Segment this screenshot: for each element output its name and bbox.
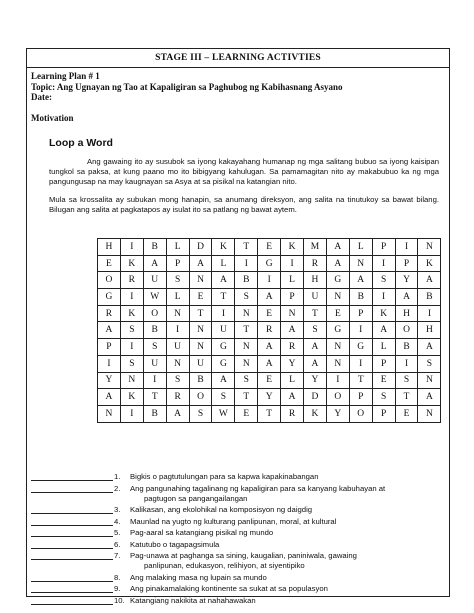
grid-cell[interactable]: K (304, 405, 327, 422)
grid-row (98, 339, 441, 356)
grid-cell[interactable]: N (326, 355, 349, 372)
grid-cell[interactable]: K (372, 305, 395, 322)
grid-cell[interactable]: N (235, 355, 258, 372)
grid-cell[interactable]: K (120, 255, 143, 272)
grid-cell[interactable]: U (143, 355, 166, 372)
grid-cell[interactable]: N (166, 355, 189, 372)
question-number: 6. (114, 539, 121, 549)
grid-cell[interactable]: K (418, 255, 441, 272)
grid-cell[interactable]: S (304, 322, 327, 339)
grid-cell[interactable]: A (349, 272, 372, 289)
grid-cell[interactable]: P (372, 405, 395, 422)
grid-cell[interactable]: I (418, 305, 441, 322)
question-text: Bigkis o pagtutulungan para sa kapwa kapakinabangan (130, 472, 319, 481)
grid-cell[interactable]: L (212, 255, 235, 272)
grid-cell[interactable]: I (120, 239, 143, 256)
grid-row (98, 389, 441, 406)
question-text: Pag-aaral sa katangiang pisikal ng mundo (130, 528, 274, 538)
question-text-continued: panlipunan, edukasyon, relihiyon, at siyentipiko (144, 561, 305, 571)
grid-cell[interactable]: M (304, 239, 327, 256)
grid-cell[interactable]: D (189, 239, 212, 256)
question-item (31, 517, 449, 527)
grid-cell[interactable]: N (418, 239, 441, 256)
grid-cell[interactable]: T (235, 239, 258, 256)
question-text: Kalikasan, ang ekolohikal na komposisyon ng daigdig (130, 505, 313, 515)
grid-cell[interactable]: A (258, 355, 281, 372)
grid-cell[interactable]: S (372, 272, 395, 289)
grid-cell[interactable]: S (166, 372, 189, 389)
question-number: 8. (114, 572, 121, 582)
grid-cell[interactable]: R (98, 305, 121, 322)
answer-blank[interactable] (31, 551, 113, 560)
grid-cell[interactable]: U (304, 289, 327, 306)
grid-row (98, 272, 441, 289)
grid-cell[interactable]: K (120, 389, 143, 406)
grid-cell[interactable]: P (166, 255, 189, 272)
question-number: 2. (114, 483, 121, 493)
grid-cell[interactable]: E (395, 405, 418, 422)
grid-cell[interactable]: Y (281, 355, 304, 372)
grid-cell[interactable]: S (166, 272, 189, 289)
grid-cell[interactable]: G (98, 289, 121, 306)
grid-cell[interactable]: N (349, 255, 372, 272)
grid-cell[interactable]: A (281, 322, 304, 339)
question-text: Ang pinakamalaking kontinente sa sukat at sa populasyon (130, 584, 328, 594)
grid-cell[interactable]: B (395, 339, 418, 356)
date-label: Date: (31, 92, 52, 102)
grid-cell[interactable]: N (281, 305, 304, 322)
grid-cell[interactable]: N (418, 405, 441, 422)
grid-cell[interactable]: I (235, 255, 258, 272)
grid-cell[interactable]: E (98, 255, 121, 272)
grid-cell[interactable]: O (189, 389, 212, 406)
grid-cell[interactable]: Y (395, 272, 418, 289)
question-text: Ang malaking masa ng lupain sa mundo (130, 572, 267, 582)
grid-cell[interactable]: N (166, 305, 189, 322)
question-item (31, 472, 449, 482)
grid-cell[interactable]: S (418, 355, 441, 372)
grid-cell[interactable]: I (143, 372, 166, 389)
grid-cell[interactable]: R (304, 255, 327, 272)
grid-cell[interactable]: A (258, 339, 281, 356)
grid-cell[interactable]: O (143, 305, 166, 322)
question-item (31, 484, 449, 504)
grid-cell[interactable]: L (166, 289, 189, 306)
grid-cell[interactable]: I (212, 305, 235, 322)
grid-cell[interactable]: S (235, 372, 258, 389)
grid-cell[interactable]: G (258, 255, 281, 272)
question-text-wrap (130, 528, 449, 538)
grid-cell[interactable]: A (98, 322, 121, 339)
grid-cell[interactable]: P (372, 355, 395, 372)
grid-cell[interactable]: H (304, 272, 327, 289)
grid-cell[interactable]: P (98, 339, 121, 356)
grid-cell[interactable]: R (281, 405, 304, 422)
grid-cell[interactable]: A (166, 405, 189, 422)
grid-cell[interactable]: P (281, 289, 304, 306)
answer-blank[interactable] (31, 528, 113, 537)
answer-blank[interactable] (31, 517, 113, 526)
question-number: 9. (114, 584, 121, 594)
grid-cell[interactable]: A (418, 339, 441, 356)
grid-cell[interactable]: I (120, 339, 143, 356)
question-text-wrap (130, 540, 449, 550)
grid-cell[interactable]: Y (326, 405, 349, 422)
grid-cell[interactable]: E (372, 372, 395, 389)
question-text-wrap (130, 484, 449, 504)
grid-cell[interactable]: G (326, 272, 349, 289)
grid-cell[interactable]: O (326, 389, 349, 406)
grid-cell[interactable]: R (281, 339, 304, 356)
grid-cell[interactable]: I (258, 272, 281, 289)
grid-row (98, 405, 441, 422)
grid-cell[interactable]: T (258, 405, 281, 422)
grid-cell[interactable]: I (120, 289, 143, 306)
grid-cell[interactable]: A (189, 255, 212, 272)
grid-cell[interactable]: T (349, 372, 372, 389)
question-text: Maunlad na yugto ng kulturang panlipunan, moral, at kultural (130, 516, 337, 526)
grid-cell[interactable]: D (304, 389, 327, 406)
grid-cell[interactable]: N (189, 272, 212, 289)
question-text-wrap (130, 505, 449, 515)
grid-cell[interactable]: A (258, 289, 281, 306)
grid-cell[interactable]: I (98, 355, 121, 372)
grid-cell[interactable]: E (235, 405, 258, 422)
grid-cell[interactable]: E (258, 305, 281, 322)
grid-cell[interactable]: T (212, 289, 235, 306)
grid-cell[interactable]: E (189, 289, 212, 306)
grid-cell[interactable]: O (98, 272, 121, 289)
grid-cell[interactable]: K (120, 305, 143, 322)
grid-cell[interactable]: B (189, 372, 212, 389)
answer-blank[interactable] (31, 584, 113, 593)
grid-cell[interactable]: A (372, 322, 395, 339)
grid-cell[interactable]: R (258, 322, 281, 339)
grid-row (98, 305, 441, 322)
question-text-wrap (130, 472, 449, 482)
grid-cell[interactable]: S (189, 405, 212, 422)
grid-cell[interactable]: I (120, 405, 143, 422)
grid-cell[interactable]: Y (98, 372, 121, 389)
grid-cell[interactable]: U (212, 322, 235, 339)
question-text-wrap (130, 551, 449, 571)
grid-cell[interactable]: O (349, 405, 372, 422)
grid-cell[interactable]: W (143, 289, 166, 306)
question-text-wrap (130, 596, 449, 606)
grid-cell[interactable]: I (349, 322, 372, 339)
instruction-paragraph-1: Ang gawaing ito ay susubok sa iyong kakayahang humanap ng mga salitang bubuo sa iyong kaisipan tungkol sa paksa, at kung paano mo ito bibigyang kahulugan. Sa pamamagitan nito ay makabubuo ka ng mga pangungusap na may kaugnayan sa Asya at sa pisikal na katangian nito. (49, 156, 439, 186)
grid-cell[interactable]: T (189, 305, 212, 322)
grid-cell[interactable]: I (372, 255, 395, 272)
grid-cell[interactable]: L (372, 339, 395, 356)
grid-cell[interactable]: A (418, 389, 441, 406)
content-box (26, 68, 450, 605)
question-text-wrap (130, 517, 449, 527)
grid-cell[interactable]: S (212, 389, 235, 406)
grid-cell[interactable]: U (143, 272, 166, 289)
grid-cell[interactable]: A (143, 255, 166, 272)
question-number: 7. (114, 551, 121, 561)
motivation-heading: Motivation (31, 112, 74, 123)
grid-cell[interactable]: L (349, 239, 372, 256)
grid-cell[interactable]: L (281, 372, 304, 389)
grid-cell[interactable]: E (258, 239, 281, 256)
question-number: 10. (114, 595, 125, 605)
question-item (31, 528, 449, 538)
answer-blank[interactable] (31, 540, 113, 549)
question-list (31, 472, 449, 607)
answer-blank[interactable] (31, 472, 113, 481)
learning-plan: Learning Plan # 1 (31, 71, 100, 81)
grid-row (98, 255, 441, 272)
grid-cell[interactable]: B (143, 322, 166, 339)
grid-cell[interactable]: U (189, 355, 212, 372)
answer-blank[interactable] (31, 505, 113, 514)
grid-cell[interactable]: K (212, 239, 235, 256)
grid-cell[interactable]: Y (304, 372, 327, 389)
grid-cell[interactable]: H (418, 322, 441, 339)
grid-cell[interactable]: N (189, 339, 212, 356)
grid-cell[interactable]: S (395, 372, 418, 389)
grid-cell[interactable]: W (212, 405, 235, 422)
grid-row (98, 289, 441, 306)
grid-cell[interactable]: T (304, 305, 327, 322)
grid-cell[interactable]: Y (258, 389, 281, 406)
grid-cell[interactable]: I (372, 289, 395, 306)
grid-cell[interactable]: I (326, 372, 349, 389)
question-item (31, 551, 449, 571)
grid-row (98, 372, 441, 389)
question-item (31, 573, 449, 583)
grid-cell[interactable]: A (212, 372, 235, 389)
grid-cell[interactable]: G (326, 322, 349, 339)
question-number: 5. (114, 528, 121, 538)
grid-cell[interactable]: B (143, 405, 166, 422)
grid-cell[interactable]: T (235, 389, 258, 406)
grid-cell[interactable]: T (395, 389, 418, 406)
grid-cell[interactable]: G (212, 355, 235, 372)
question-number: 4. (114, 516, 121, 526)
grid-cell[interactable]: T (235, 322, 258, 339)
grid-cell[interactable]: I (166, 322, 189, 339)
grid-cell[interactable]: N (235, 339, 258, 356)
grid-cell[interactable]: S (120, 322, 143, 339)
grid-cell[interactable]: N (235, 305, 258, 322)
grid-cell[interactable]: H (395, 305, 418, 322)
grid-cell[interactable]: B (349, 289, 372, 306)
grid-cell[interactable]: R (120, 272, 143, 289)
grid-row (98, 239, 441, 256)
grid-cell[interactable]: B (143, 239, 166, 256)
answer-blank[interactable] (31, 484, 113, 493)
grid-cell[interactable]: N (189, 322, 212, 339)
activity-title: Loop a Word (49, 136, 113, 149)
grid-row (98, 322, 441, 339)
grid-cell[interactable]: A (304, 355, 327, 372)
question-item (31, 596, 449, 606)
question-number: 1. (114, 472, 121, 481)
grid-cell[interactable]: I (395, 239, 418, 256)
answer-blank[interactable] (31, 573, 113, 582)
question-item (31, 584, 449, 594)
grid-cell[interactable]: K (281, 239, 304, 256)
grid-row (98, 355, 441, 372)
question-item (31, 540, 449, 550)
grid-cell[interactable]: O (395, 322, 418, 339)
question-text: Katutubo o tagapagsimula (130, 539, 220, 549)
lesson-page (26, 48, 450, 605)
grid-cell[interactable]: P (372, 239, 395, 256)
grid-cell[interactable]: N (326, 289, 349, 306)
grid-cell[interactable]: N (326, 339, 349, 356)
grid-cell[interactable]: R (166, 389, 189, 406)
grid-cell[interactable]: U (166, 339, 189, 356)
instruction-paragraph-2: Mula sa krossalita ay subukan mong hanapin, sa anumang direksyon, ang salita na tinutukoy sa bawat bilang. Bilugan ang salita at pagkatapos ay isulat ito sa patlang ng bawat aytem. (49, 195, 439, 215)
grid-cell[interactable]: A (418, 272, 441, 289)
grid-cell[interactable]: B (418, 289, 441, 306)
answer-blank[interactable] (31, 596, 113, 605)
grid-cell[interactable]: I (349, 355, 372, 372)
grid-cell[interactable]: E (258, 372, 281, 389)
question-item (31, 505, 449, 515)
topic: Topic: Ang Ugnayan ng Tao at Kapaligiran sa Paghubog ng Kabihasnang Asyano (31, 81, 343, 92)
grid-cell[interactable]: B (235, 272, 258, 289)
word-search-grid (97, 238, 441, 423)
grid-cell[interactable]: I (395, 355, 418, 372)
grid-cell[interactable]: N (418, 372, 441, 389)
grid-cell[interactable]: N (120, 372, 143, 389)
grid-cell[interactable]: P (349, 305, 372, 322)
grid-cell[interactable]: E (326, 305, 349, 322)
grid-cell[interactable]: S (372, 389, 395, 406)
stage-title: STAGE III – LEARNING ACTIVTIES (26, 48, 450, 68)
question-text: Ang pangunahing tagalinang ng kapaligiran para sa kanyang kabuhayan at (130, 483, 386, 493)
grid-cell[interactable]: A (281, 389, 304, 406)
grid-cell[interactable]: P (349, 389, 372, 406)
grid-cell[interactable]: S (120, 355, 143, 372)
question-text-wrap (130, 584, 449, 594)
grid-cell[interactable]: A (212, 272, 235, 289)
grid-cell[interactable]: A (304, 339, 327, 356)
question-text: Katangiang nakikita at nahahawakan (130, 595, 256, 605)
grid-cell[interactable]: S (143, 339, 166, 356)
grid-cell[interactable]: G (349, 339, 372, 356)
question-text-wrap (130, 573, 449, 583)
grid-cell[interactable]: A (98, 389, 121, 406)
grid-cell[interactable]: N (98, 405, 121, 422)
grid-cell[interactable]: A (326, 255, 349, 272)
grid-cell[interactable]: L (281, 272, 304, 289)
grid-cell[interactable]: A (326, 239, 349, 256)
grid-cell[interactable]: L (166, 239, 189, 256)
grid-cell[interactable]: P (395, 255, 418, 272)
question-number: 3. (114, 505, 121, 515)
question-text: Pag-unawa at paghanga sa sining, kaugalian, paniniwala, gawaing (130, 551, 357, 561)
grid-cell[interactable]: T (143, 389, 166, 406)
question-text-continued: pagtugon sa pangangailangan (144, 493, 248, 503)
grid-cell[interactable]: S (235, 289, 258, 306)
grid-cell[interactable]: G (212, 339, 235, 356)
grid-cell[interactable]: I (281, 255, 304, 272)
grid-cell[interactable]: H (98, 239, 121, 256)
grid-cell[interactable]: A (395, 289, 418, 306)
